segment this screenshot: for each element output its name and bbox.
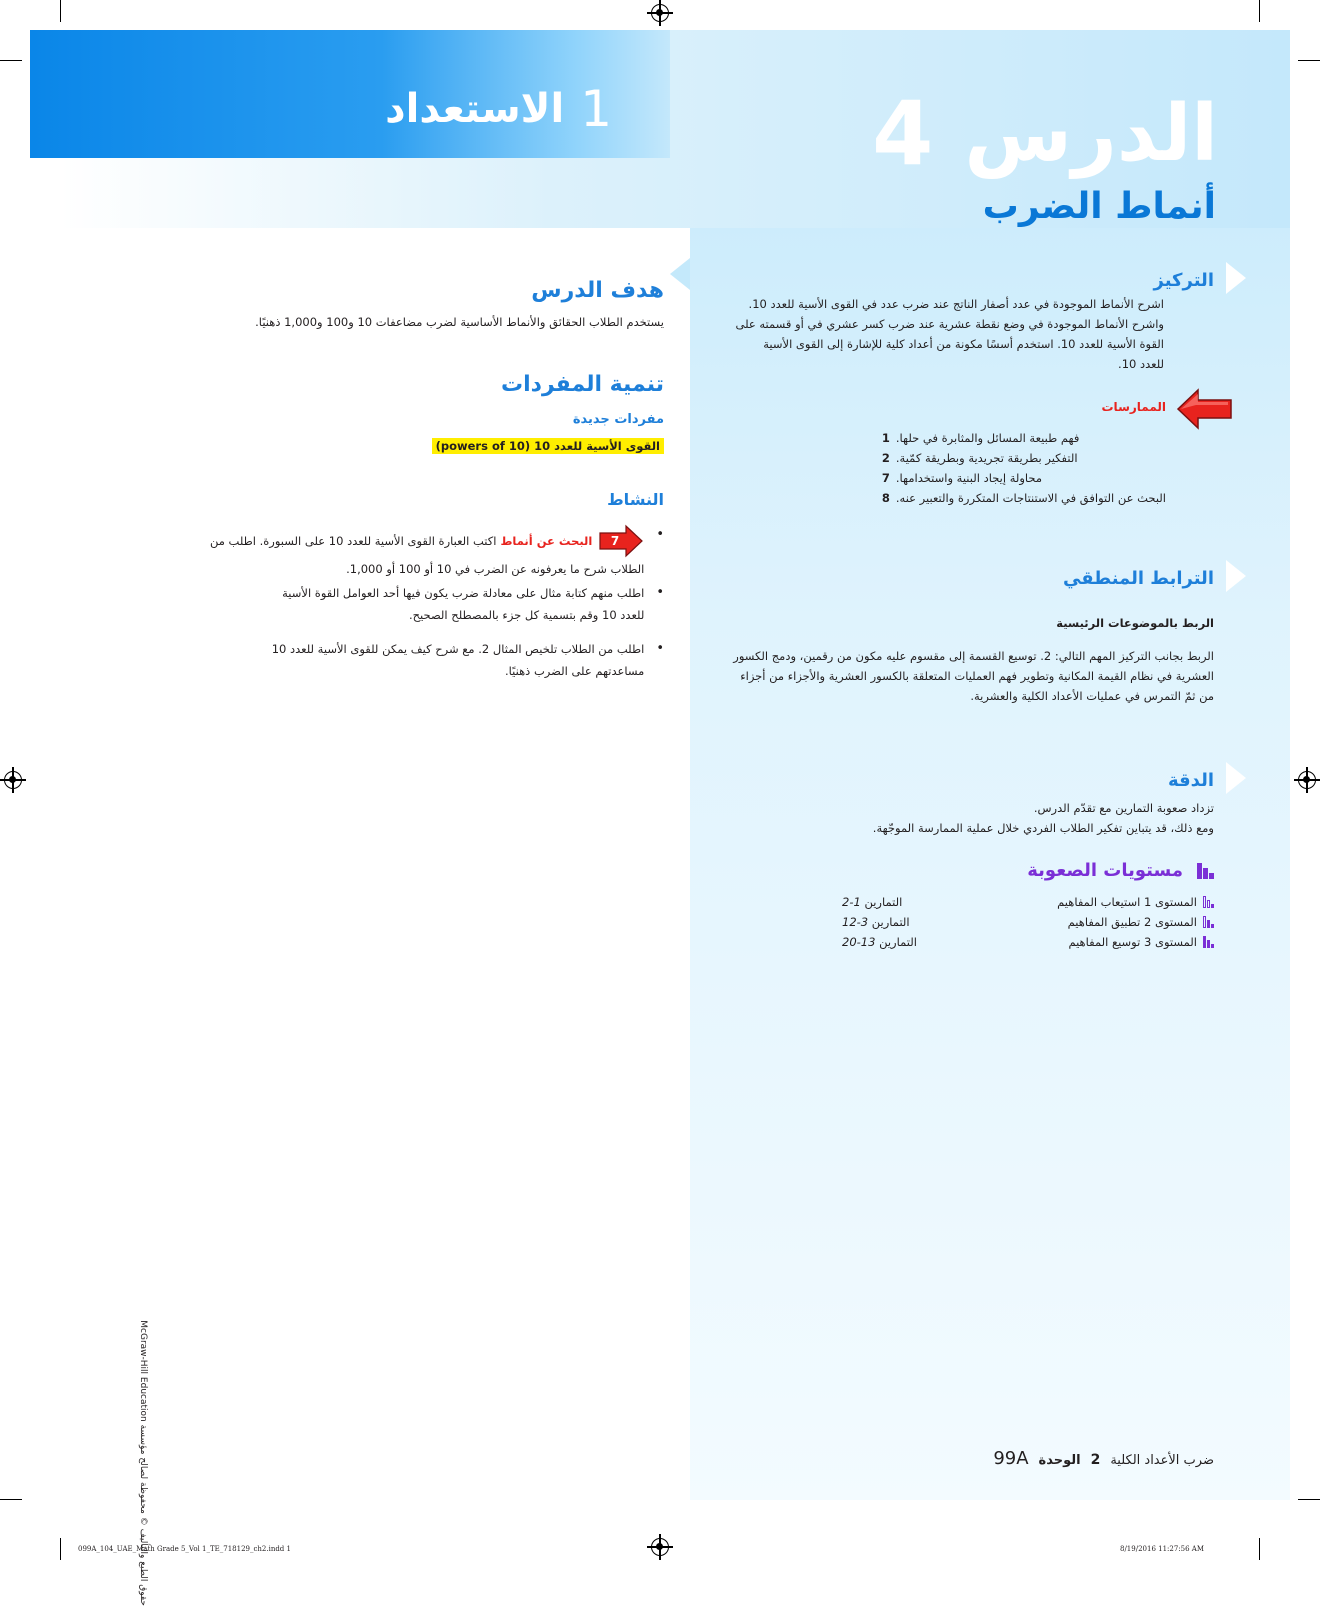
difficulty-bars-icon (1197, 863, 1214, 879)
item-number: 1 (881, 431, 890, 445)
activity-line: اطلب منهم كتابة مثال على معادلة ضرب يكون فيها أحد العوامل القوة الأسية (282, 586, 645, 600)
focus-line: للعدد 10. (1118, 357, 1164, 371)
list-item (882, 448, 1078, 468)
badge-number: 7 (611, 534, 620, 548)
vocab-subheading: مفردات جديدة (572, 412, 664, 427)
rigor-text (714, 798, 1214, 838)
level-label-cell (1068, 912, 1214, 932)
timestamp-slug: 8/19/2016 11:27:56 AM (1120, 1545, 1205, 1553)
level-row (842, 932, 1214, 952)
exercises-label: التمارين (879, 935, 917, 949)
practices-heading: الممارسات (1101, 400, 1166, 414)
big-lesson-number: 4 (872, 82, 935, 185)
objective-heading: هدف الدرس (531, 278, 664, 303)
focus-heading: التركيز (1153, 270, 1214, 291)
lesson-number: 1 (580, 80, 612, 138)
activity-line: الطلاب شرح ما يعرفونه عن الضرب في 10 أو 100 أو 1,000. (346, 562, 645, 576)
bullet-row (204, 524, 664, 580)
rigor-line: تزداد صعوبة التمارين مع تقدّم الدرس. (1033, 801, 1214, 815)
vocab-heading: تنمية المفردات (501, 372, 664, 397)
vocab-term: القوى الأسية للعدد 10 (powers of 10) (432, 438, 664, 454)
list-item (882, 468, 1042, 488)
level-2-icon (1203, 916, 1214, 928)
objective-text: يستخدم الطلاب الحقائق والأنماط الأساسية لضرب مضاعفات 10 و100 و1,000 ذهنيًا. (255, 315, 664, 329)
exercises-label: التمارين (864, 895, 903, 909)
coherence-text (714, 646, 1214, 706)
lesson-subtitle: أنماط الضرب (982, 186, 1216, 227)
exercise-range: 13-20 (842, 935, 876, 949)
crop-mark (1298, 1499, 1320, 1500)
level-label: المستوى 2 تطبيق المفاهيم (1067, 915, 1197, 929)
unit-title: ضرب الأعداد الكلية (1110, 1453, 1214, 1468)
coherence-subheading: الربط بالموضوعات الرئيسية (1056, 616, 1214, 630)
unit-number: 2 (1090, 1452, 1101, 1468)
big-lesson-title (872, 82, 1218, 185)
levels-heading: مستويات الصعوبة (1027, 860, 1183, 881)
level-exercises (842, 892, 902, 912)
red-arrow-icon (1176, 386, 1234, 432)
activity-item (204, 582, 664, 626)
activity-item (204, 638, 664, 682)
level-exercises (842, 912, 910, 932)
coherence-line: الربط بجانب التركيز المهم التالي: 2. توسيع القسمة إلى مقسوم عليه مكون من رقمين، ودمج الكسور (733, 649, 1214, 663)
list-item (882, 428, 1079, 448)
list-item (882, 488, 1166, 508)
lesson-title (385, 80, 612, 138)
level-row (842, 912, 1214, 932)
activity-line: مساعدتهم على الضرب ذهنيًا. (505, 664, 645, 678)
activity-item (204, 524, 664, 580)
crop-mark (1298, 60, 1320, 61)
activity-first-line (210, 524, 644, 558)
registration-mark-icon (651, 1538, 669, 1556)
level-1-icon (1203, 896, 1214, 908)
section-marker-icon (1226, 262, 1246, 294)
copyright-text: حقوق الطبع والتأليف © محفوظة لصالح مؤسسة McGraw-Hill Education (138, 1320, 148, 1606)
section-marker-icon (1226, 560, 1246, 592)
registration-mark-icon (651, 4, 669, 22)
unit-label: الوحدة (1038, 1453, 1081, 1468)
level-label: المستوى 3 توسيع المفاهيم (1068, 935, 1197, 949)
focus-text (704, 294, 1164, 374)
side-panel (690, 30, 1290, 1500)
bullet-row (204, 638, 664, 682)
registration-mark-icon (4, 771, 22, 789)
levels-table (842, 892, 1214, 952)
crop-mark (1259, 1538, 1260, 1560)
practices-list (882, 428, 1166, 508)
crop-mark (60, 0, 61, 22)
level-label-cell (1057, 892, 1214, 912)
crop-mark (60, 1538, 61, 1560)
activity-line: اطلب من الطلاب تلخيص المثال 2. مع شرح كيف يمكن للقوى الأسية للعدد 10 (271, 642, 645, 656)
big-lesson-label: الدرس (964, 88, 1218, 179)
activity-line: للعدد 10 وقم بتسمية كل جزء بالمصطلح الصحيح. (408, 608, 645, 622)
exercise-range: 3-12 (842, 915, 869, 929)
level-label-cell (1068, 932, 1214, 952)
activity-line: اكتب العبارة القوى الأسية للعدد 10 على السبورة. اطلب من (209, 534, 497, 548)
crop-mark (0, 60, 22, 61)
section-marker-icon (1226, 762, 1246, 794)
item-text: البحث عن التوافق في الاستنتاجات المتكررة والتعبير عنه. (895, 491, 1166, 505)
activity-highlight: البحث عن أنماط (500, 534, 593, 548)
coherence-line: العشرية في نظام القيمة المكانية وتطوير فهم العمليات المتعلقة بالكسور العشرية والأجزاء من أجزاء (740, 669, 1214, 683)
rigor-heading: الدقة (1167, 770, 1214, 791)
activity-text (282, 582, 644, 626)
focus-line: واشرح الأنماط الموجودة في وضع نقطة عشرية عند ضرب كسر عشري في أو قسمته على (735, 317, 1164, 331)
bullet-icon: • (656, 641, 664, 656)
crop-mark (0, 1499, 22, 1500)
focus-line: القوة الأسية للعدد 10. استخدم أسسًا مكونة من أعداد كلية للإشارة إلى القوى الأسية (763, 337, 1164, 351)
item-text: فهم طبيعة المسائل والمثابرة في حلها. (895, 431, 1080, 445)
page-footer (965, 1448, 1214, 1469)
item-number: 7 (881, 471, 890, 485)
level-label: المستوى 1 استيعاب المفاهيم (1057, 895, 1197, 909)
level-3-icon (1203, 936, 1214, 948)
red-arrow-badge-icon (598, 524, 644, 558)
bullet-icon: • (656, 585, 664, 600)
item-number: 2 (881, 451, 890, 465)
level-row (842, 892, 1214, 912)
activities-heading: النشاط (607, 490, 664, 509)
page-number: 99A (993, 1448, 1029, 1469)
activity-text (272, 638, 645, 682)
rigor-line: ومع ذلك، قد يتباين تفكير الطلاب الفردي خلال عملية الممارسة الموجّهة. (872, 821, 1214, 835)
bullet-icon: • (656, 527, 664, 542)
crop-mark (1259, 0, 1260, 22)
coherence-line: من ثمّ التمرس في عمليات الأعداد الكلية والعشرية. (970, 689, 1214, 703)
bullet-row (204, 582, 664, 626)
coherence-heading: الترابط المنطقي (1063, 568, 1214, 589)
section-marker-icon (670, 258, 690, 290)
item-text: التفكير بطريقة تجريدية وبطريقة كمّية. (895, 451, 1078, 465)
levels-header (1027, 860, 1214, 881)
item-text: محاولة إيجاد البنية واستخدامها. (895, 471, 1043, 485)
item-number: 8 (881, 491, 890, 505)
activity-text (210, 524, 644, 580)
level-exercises (842, 932, 917, 952)
focus-line: اشرح الأنماط الموجودة في عدد أصفار الناتج عند ضرب عدد في القوى الأسية للعدد 10. (748, 297, 1164, 311)
lesson-title-text: الاستعداد (385, 86, 565, 132)
file-slug: 099A_104_UAE_Math Grade 5_Vol 1_TE_718129_ch2.indd 1 (78, 1545, 291, 1553)
registration-mark-icon (1298, 771, 1316, 789)
exercises-label: التمارين (871, 915, 910, 929)
exercise-range: 1-2 (842, 895, 861, 909)
